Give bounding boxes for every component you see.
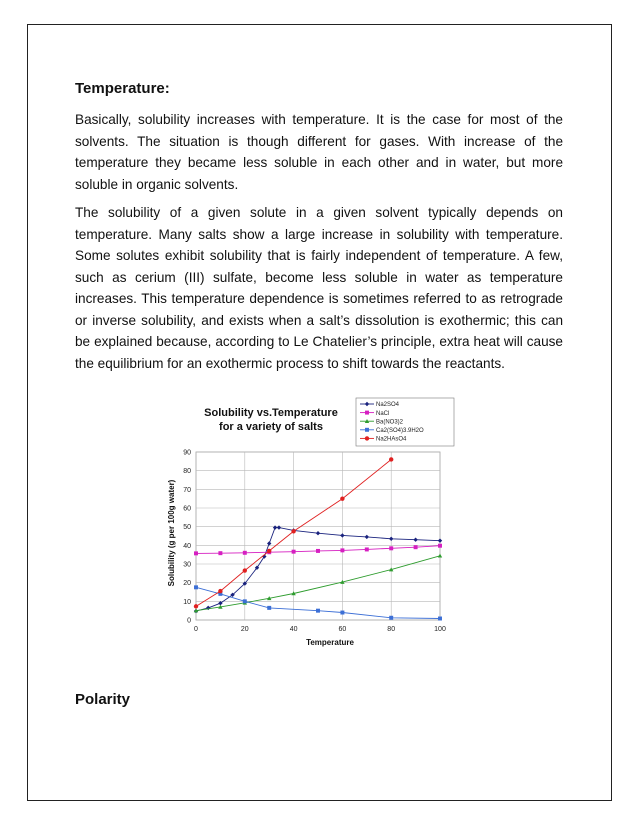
y-tick-label: 80 (183, 468, 191, 476)
x-tick-label: 80 (387, 626, 396, 633)
y-tick-label: 20 (183, 580, 191, 588)
y-tick-label: 40 (183, 542, 191, 550)
data-point (292, 550, 296, 554)
data-point (291, 529, 295, 533)
solubility-chart (160, 396, 456, 662)
data-point (340, 611, 344, 615)
y-tick-label: 10 (183, 598, 191, 606)
data-point (438, 544, 442, 548)
paragraph-temperature-1: Basically, solubility increases with temperature. It is the case for most of the solvents. The situation is though different for gases. With increase of the temperature they became less soluble in each other and in water, but more soluble in organic solvents. (75, 112, 563, 192)
data-point (243, 568, 247, 572)
x-tick-label: 20 (240, 626, 249, 633)
heading-temperature: Temperature: (75, 80, 170, 97)
data-point (340, 496, 344, 500)
solubility-chart-svg (160, 396, 456, 662)
heading-polarity: Polarity (75, 691, 131, 708)
data-point (218, 589, 222, 593)
y-tick-label: 50 (183, 524, 191, 532)
y-tick-label: 30 (183, 561, 191, 569)
data-point (365, 547, 369, 551)
data-point (194, 585, 198, 589)
legend-label: Ca2(SO4)3.9H2O (376, 428, 424, 434)
data-point (194, 604, 198, 608)
legend-marker (365, 428, 369, 432)
data-point (243, 599, 247, 603)
paragraph-temperature-2: The solubility of a given solute in a given solvent typically depends on temperature. Many salts show a large increase in solubility with temperature. Some solutes exhibit solubility that is fairly independent of temperature. A few, such as cerium (III) sulfate, become less soluble in water as temperature increases. This temperature dependence is sometimes referred to as retrograde or inverse solubility, and exists when a salt’s dissolution is exothermic; this can be explained because, according to Le Chatelier’s principle, extra heat will cause the equilibrium for an exothermic process to shift towards the reactants. (75, 205, 563, 371)
data-point (389, 546, 393, 550)
data-point (340, 548, 344, 552)
legend-label: Na2HAsO4 (376, 436, 407, 443)
data-point (438, 617, 442, 621)
legend-marker (365, 411, 369, 415)
chart-subtitle: for a variety of salts (219, 421, 323, 433)
chart-title: Solubility vs.Temperature (204, 407, 338, 419)
y-tick-label: 0 (187, 617, 191, 625)
legend-label: Na2SO4 (376, 402, 400, 409)
y-tick-label: 90 (183, 449, 191, 457)
data-point (218, 551, 222, 555)
data-point (267, 549, 271, 553)
data-point (316, 549, 320, 553)
y-tick-label: 60 (183, 505, 191, 513)
data-point (243, 551, 247, 555)
x-tick-label: 0 (194, 626, 198, 633)
data-point (389, 616, 393, 620)
data-point (414, 545, 418, 549)
x-tick-label: 40 (289, 626, 298, 633)
legend-label: Ba(NO3)2 (376, 419, 404, 426)
legend-label: NaCl (376, 410, 390, 417)
x-tick-label: 60 (338, 626, 347, 633)
x-tick-label: 100 (434, 626, 446, 633)
y-axis-label: Solubility (g per 100g water) (167, 479, 176, 587)
legend-marker (365, 436, 369, 440)
y-tick-label: 70 (183, 486, 191, 494)
data-point (316, 609, 320, 613)
data-point (194, 551, 198, 555)
data-point (267, 606, 271, 610)
x-axis-label: Temperature (306, 638, 354, 647)
data-point (389, 457, 393, 461)
